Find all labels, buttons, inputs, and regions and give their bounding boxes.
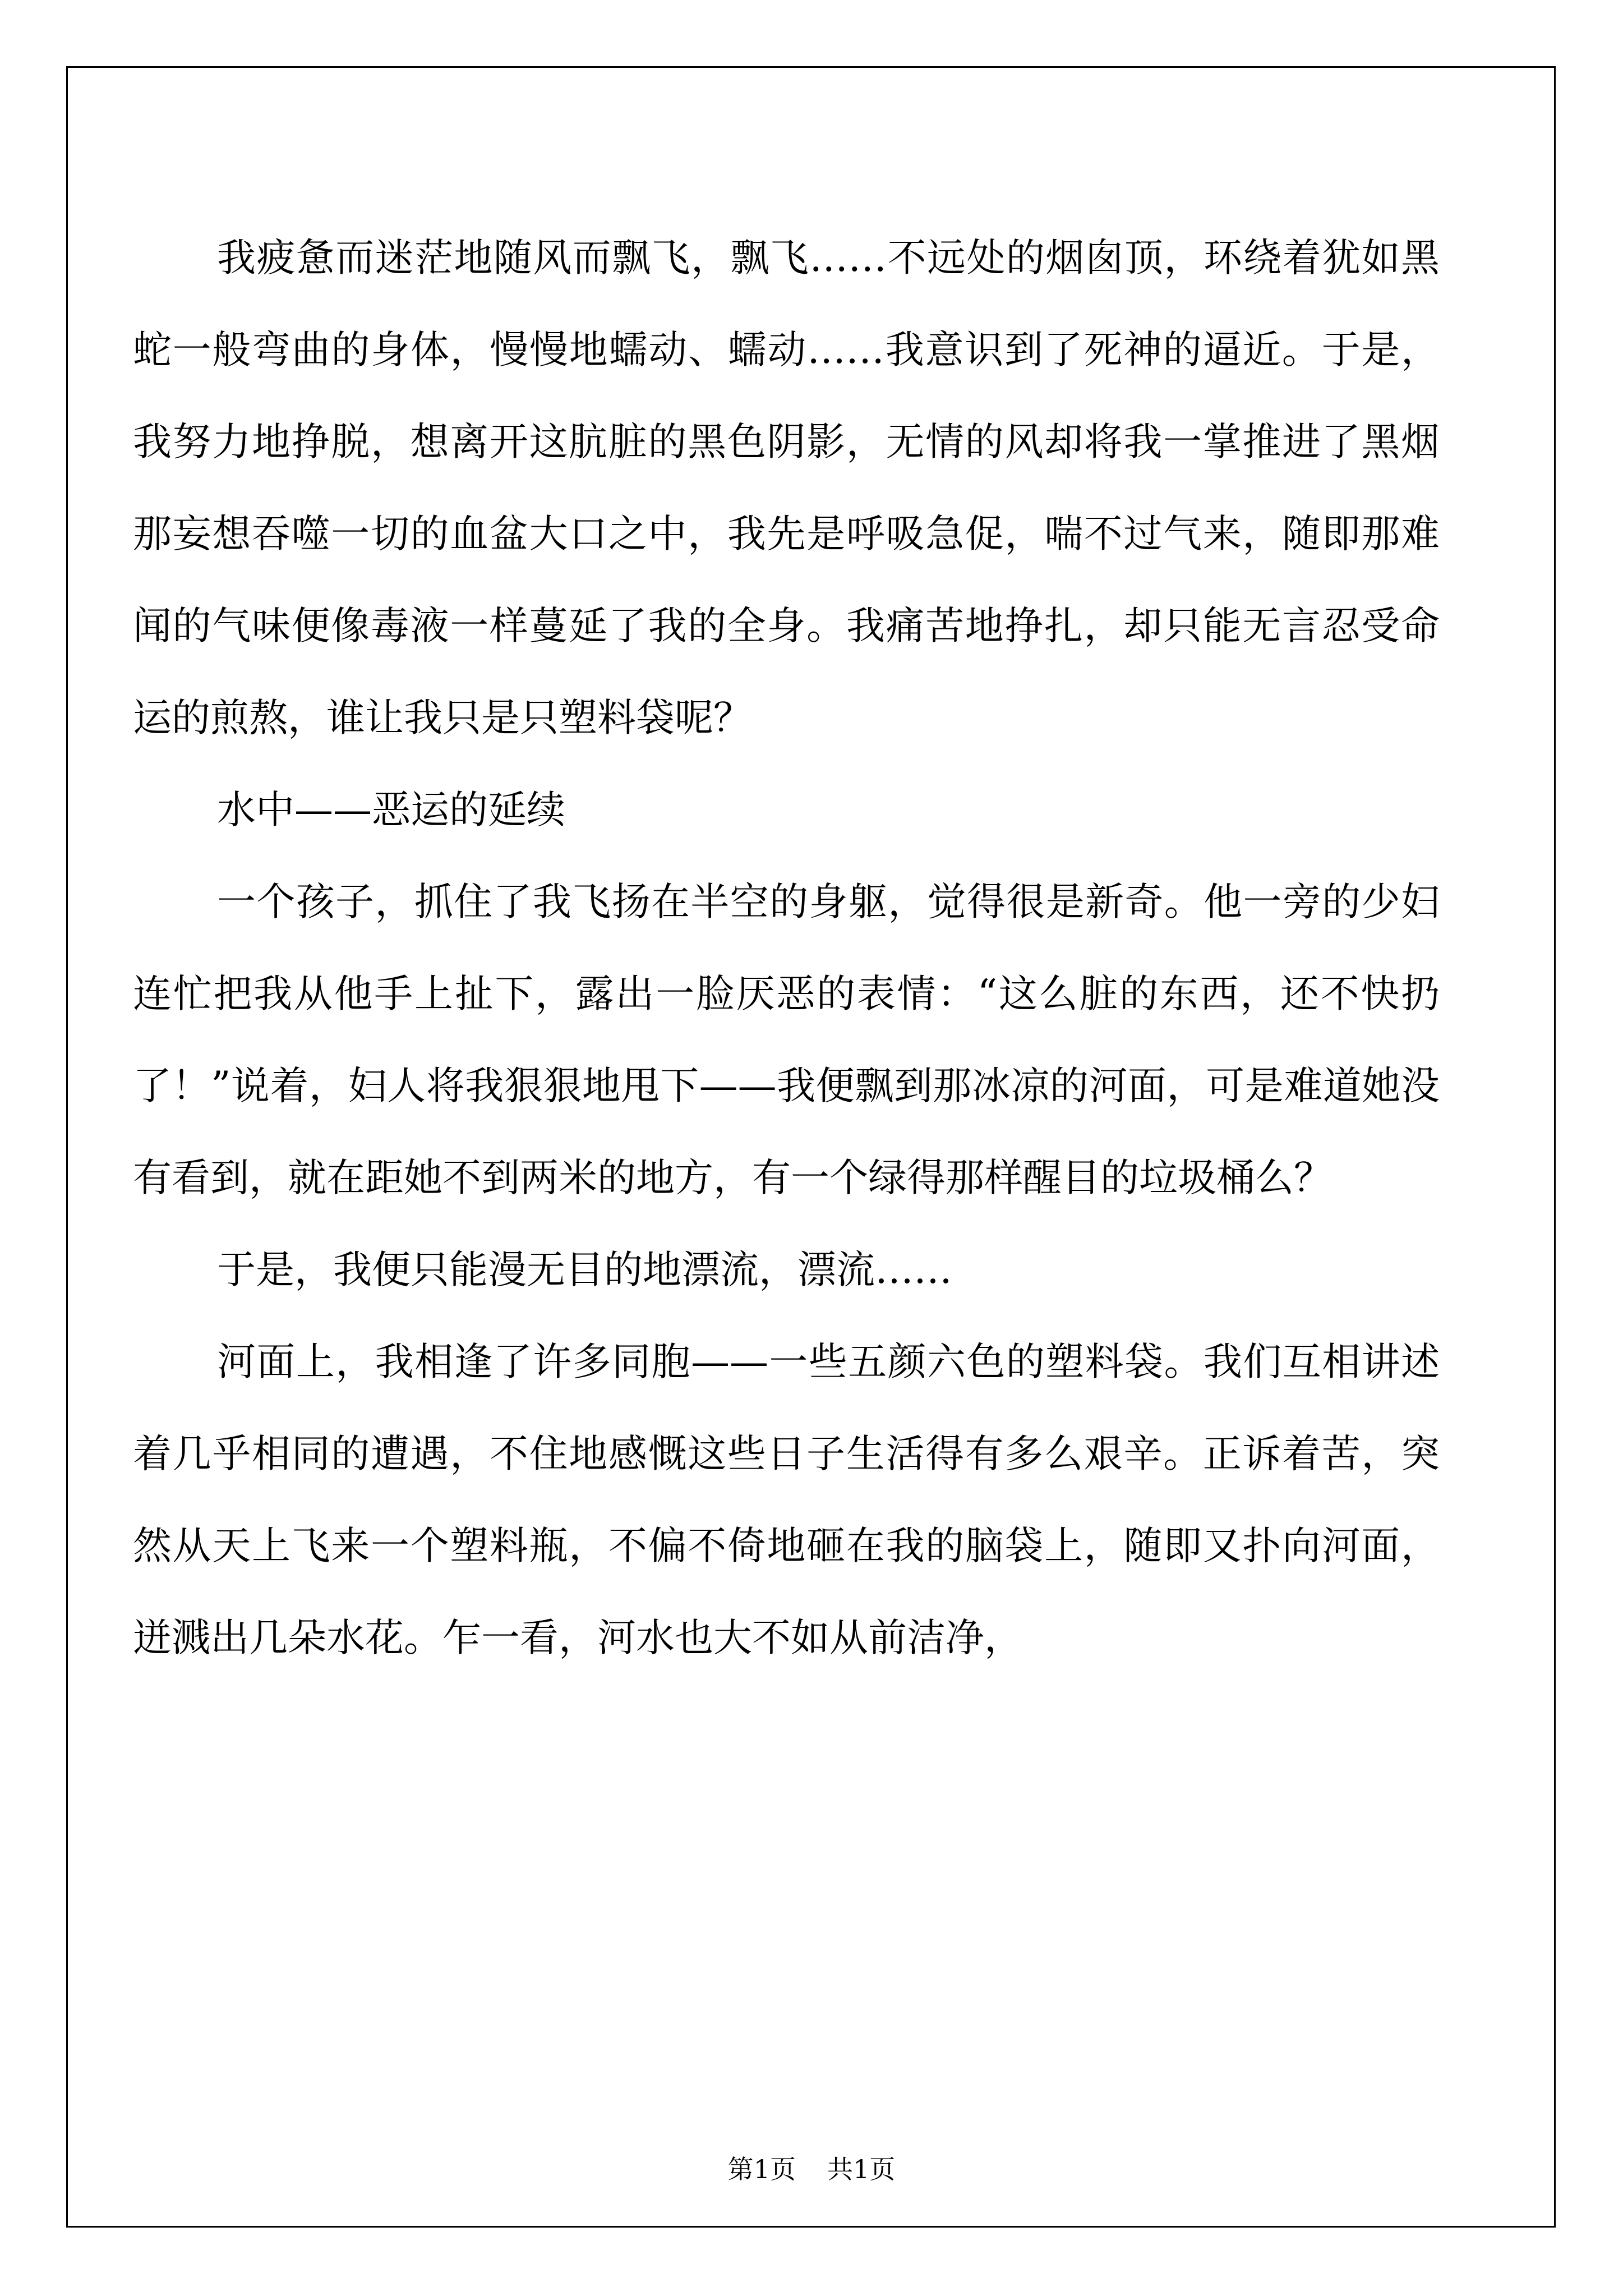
section-heading-water: 水中——恶运的延续 bbox=[217, 788, 565, 832]
paragraph-4: 河面上，我相逢了许多同胞——一些五颜六色的塑料袋。我们互相讲述着几乎相同的遭遇，不住地感慨这些日子生活得有多么艰辛。正诉着苦，突然从天上飞来一个塑料瓶，不偏不倚地砸在我的脑袋上，随即又扑向河面，迸溅出几朵水花。乍一看，河水也大不如从前洁净， bbox=[133, 1340, 1440, 1660]
page-total: 共1页 bbox=[827, 2154, 896, 2184]
page-number: 第1页 bbox=[727, 2154, 796, 2184]
document-body bbox=[133, 212, 1440, 1684]
paragraph-3: 于是，我便只能漫无目的地漂流，漂流…… bbox=[217, 1248, 952, 1292]
paragraph-1: 我疲惫而迷茫地随风而飘飞，飘飞……不远处的烟囱顶，环绕着犹如黑蛇一般弯曲的身体，慢慢地蠕动、蠕动……我意识到了死神的逼近。于是，我努力地挣脱，想离开这肮脏的黑色阴影，无情的风却将我一掌推进了黑烟那妄想吞噬一切的血盆大口之中，我先是呼吸急促，喘不过气来，随即那难闻的气味便像毒液一样蔓延了我的全身。我痛苦地挣扎，却只能无言忍受命运的煎熬，谁让我只是只塑料袋呢？ bbox=[133, 236, 1440, 740]
page-footer bbox=[0, 2152, 1623, 2186]
paragraph-2: 一个孩子，抓住了我飞扬在半空的身躯，觉得很是新奇。他一旁的少妇连忙把我从他手上扯下，露出一脸厌恶的表情：“这么脏的东西，还不快扔了！”说着，妇人将我狠狠地甩下——我便飘到那冰凉的河面，可是难道她没有看到，就在距她不到两米的地方，有一个绿得那样醒目的垃圾桶么？ bbox=[133, 880, 1440, 1200]
